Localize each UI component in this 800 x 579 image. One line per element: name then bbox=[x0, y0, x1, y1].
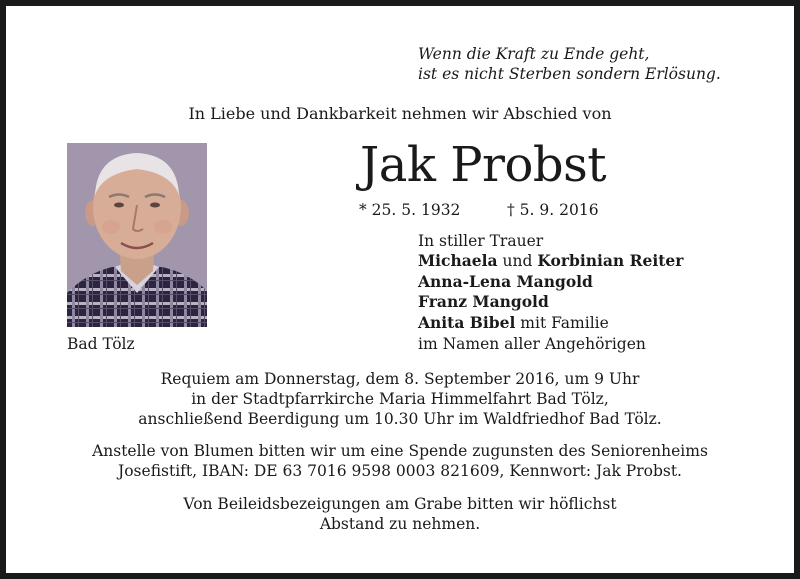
mourner-suffix: mit Familie bbox=[515, 313, 609, 332]
donation-line-1: Anstelle von Blumen bitten wir um eine Spende zugunsten des Seniorenheims bbox=[92, 442, 708, 460]
mourner-line bbox=[418, 251, 683, 271]
condolence-line-2: Abstand zu nehmen. bbox=[319, 515, 481, 533]
motto-line-2: ist es nicht Sterben sondern Erlösung. bbox=[418, 65, 721, 83]
requiem-line-3: anschließend Beerdigung um 10.30 Uhr im Waldfriedhof Bad Tölz. bbox=[138, 410, 662, 428]
motto-line-1: Wenn die Kraft zu Ende geht, bbox=[418, 45, 650, 63]
death-date: † 5. 9. 2016 bbox=[507, 201, 599, 219]
motto-quote bbox=[418, 44, 721, 84]
requiem-line-2: in der Stadtpfarrkirche Maria Himmelfahrt Bad Tölz, bbox=[191, 390, 609, 408]
place-label: Bad Tölz bbox=[67, 335, 135, 353]
mourners-list bbox=[418, 231, 683, 333]
mourner-name: Anita Bibel bbox=[418, 312, 516, 332]
mourners-closing: im Namen aller Angehörigen bbox=[418, 335, 646, 353]
deceased-name: Jak Probst bbox=[360, 137, 606, 193]
portrait-photo bbox=[67, 143, 207, 327]
requiem-line-1: Requiem am Donnerstag, dem 8. September 2016, um 9 Uhr bbox=[160, 370, 640, 388]
donation-notice bbox=[0, 441, 800, 481]
birth-date: * 25. 5. 1932 bbox=[359, 201, 461, 219]
mourner-line bbox=[418, 313, 683, 333]
mourner-line: Anna-Lena Mangold bbox=[418, 271, 593, 291]
mourners-heading: In stiller Trauer bbox=[418, 232, 544, 250]
intro-text: In Liebe und Dankbarkeit nehmen wir Abschied von bbox=[188, 104, 612, 123]
mourner-connector: und bbox=[497, 252, 538, 271]
condolence-line-1: Von Beileidsbezeigungen am Grabe bitten wir höflichst bbox=[183, 495, 617, 513]
requiem-notice bbox=[0, 369, 800, 429]
condolence-notice bbox=[0, 494, 800, 534]
mourner-name: Michaela bbox=[418, 251, 498, 271]
mourner-name: Korbinian Reiter bbox=[537, 251, 684, 271]
mourner-line: Franz Mangold bbox=[418, 292, 549, 312]
donation-line-2: Josefistift, IBAN: DE 63 7016 9598 0003 821609, Kennwort: Jak Probst. bbox=[118, 462, 682, 480]
